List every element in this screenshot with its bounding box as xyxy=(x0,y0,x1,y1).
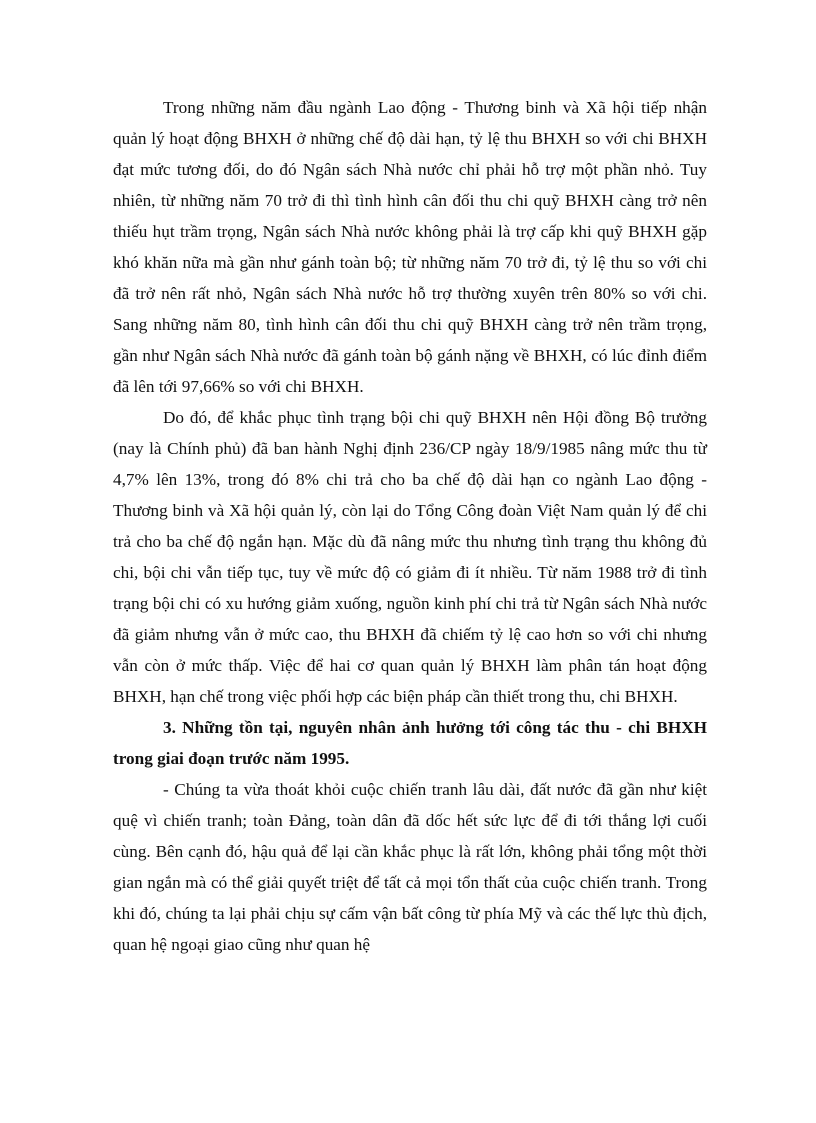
paragraph-decree-236: Do đó, để khắc phục tình trạng bội chi quỹ BHXH nên Hội đồng Bộ trưởng (nay là Chính phủ) đã ban hành Nghị định 236/CP ngày 18/9/1985 nâng mức thu từ 4,7% lên 13%, trong đó 8% chi trả cho ba chế độ dài hạn co ngành Lao động - Thương binh và Xã hội quản lý, còn lại do Tổng Công đoàn Việt Nam quản lý để chi trả cho ba chế độ ngắn hạn. Mặc dù đã nâng mức thu nhưng tình trạng thu không đủ chi, bội chi vẫn tiếp tục, tuy về mức độ có giảm đi ít nhiều. Từ năm 1988 trở đi tình trạng bội chi có xu hướng giảm xuống, nguồn kinh phí chi trả từ Ngân sách Nhà nước đã giảm nhưng vẫn ở mức cao, thu BHXH đã chiếm tỷ lệ cao hơn so với chi nhưng vẫn còn ở mức thấp. Việc để hai cơ quan quản lý BHXH làm phân tán hoạt động BHXH, hạn chế trong việc phối hợp các biện pháp cần thiết trong thu, chi BHXH. xyxy=(113,408,707,706)
section-heading: 3. Những tồn tại, nguyên nhân ảnh hưởng tới công tác thu - chi BHXH trong giai đoạn trước năm 1995. xyxy=(113,718,707,768)
paragraph-budget-history: Trong những năm đầu ngành Lao động - Thương binh và Xã hội tiếp nhận quản lý hoạt động BHXH ở những chế độ dài hạn, tỷ lệ thu BHXH so với chi BHXH đạt mức tương đối, do đó Ngân sách Nhà nước chỉ phải hỗ trợ một phần nhỏ. Tuy nhiên, từ những năm 70 trở đi thì tình hình cân đối thu chi quỹ BHXH càng trở nên thiếu hụt trầm trọng, Ngân sách Nhà nước không phải là trợ cấp khi quỹ BHXH gặp khó khăn nữa mà gần như gánh toàn bộ; từ những năm 70 trở đi, tỷ lệ thu so với chi đã trở nên rất nhỏ, Ngân sách Nhà nước hỗ trợ thường xuyên trên 80% so với chi. Sang những năm 80, tình hình cân đối thu chi quỹ BHXH càng trở nên trầm trọng, gần như Ngân sách Nhà nước đã gánh toàn bộ gánh nặng về BHXH, có lúc đỉnh điểm đã lên tới 97,66% so với chi BHXH. xyxy=(113,98,707,396)
paragraph-war-consequences: - Chúng ta vừa thoát khỏi cuộc chiến tranh lâu dài, đất nước đã gần như kiệt quệ vì chiến tranh; toàn Đảng, toàn dân đã dốc hết sức lực để đi tới thắng lợi cuối cùng. Bên cạnh đó, hậu quả để lại cần khắc phục là rất lớn, không phải tổng một thời gian ngắn mà có thể giải quyết triệt để tất cả mọi tổn thất của cuộc chiến tranh. Trong khi đó, chúng ta lại phải chịu sự cấm vận bất công từ phía Mỹ và các thế lực thù địch, quan hệ ngoại giao cũng như quan hệ xyxy=(113,780,707,954)
document-body xyxy=(113,92,707,960)
